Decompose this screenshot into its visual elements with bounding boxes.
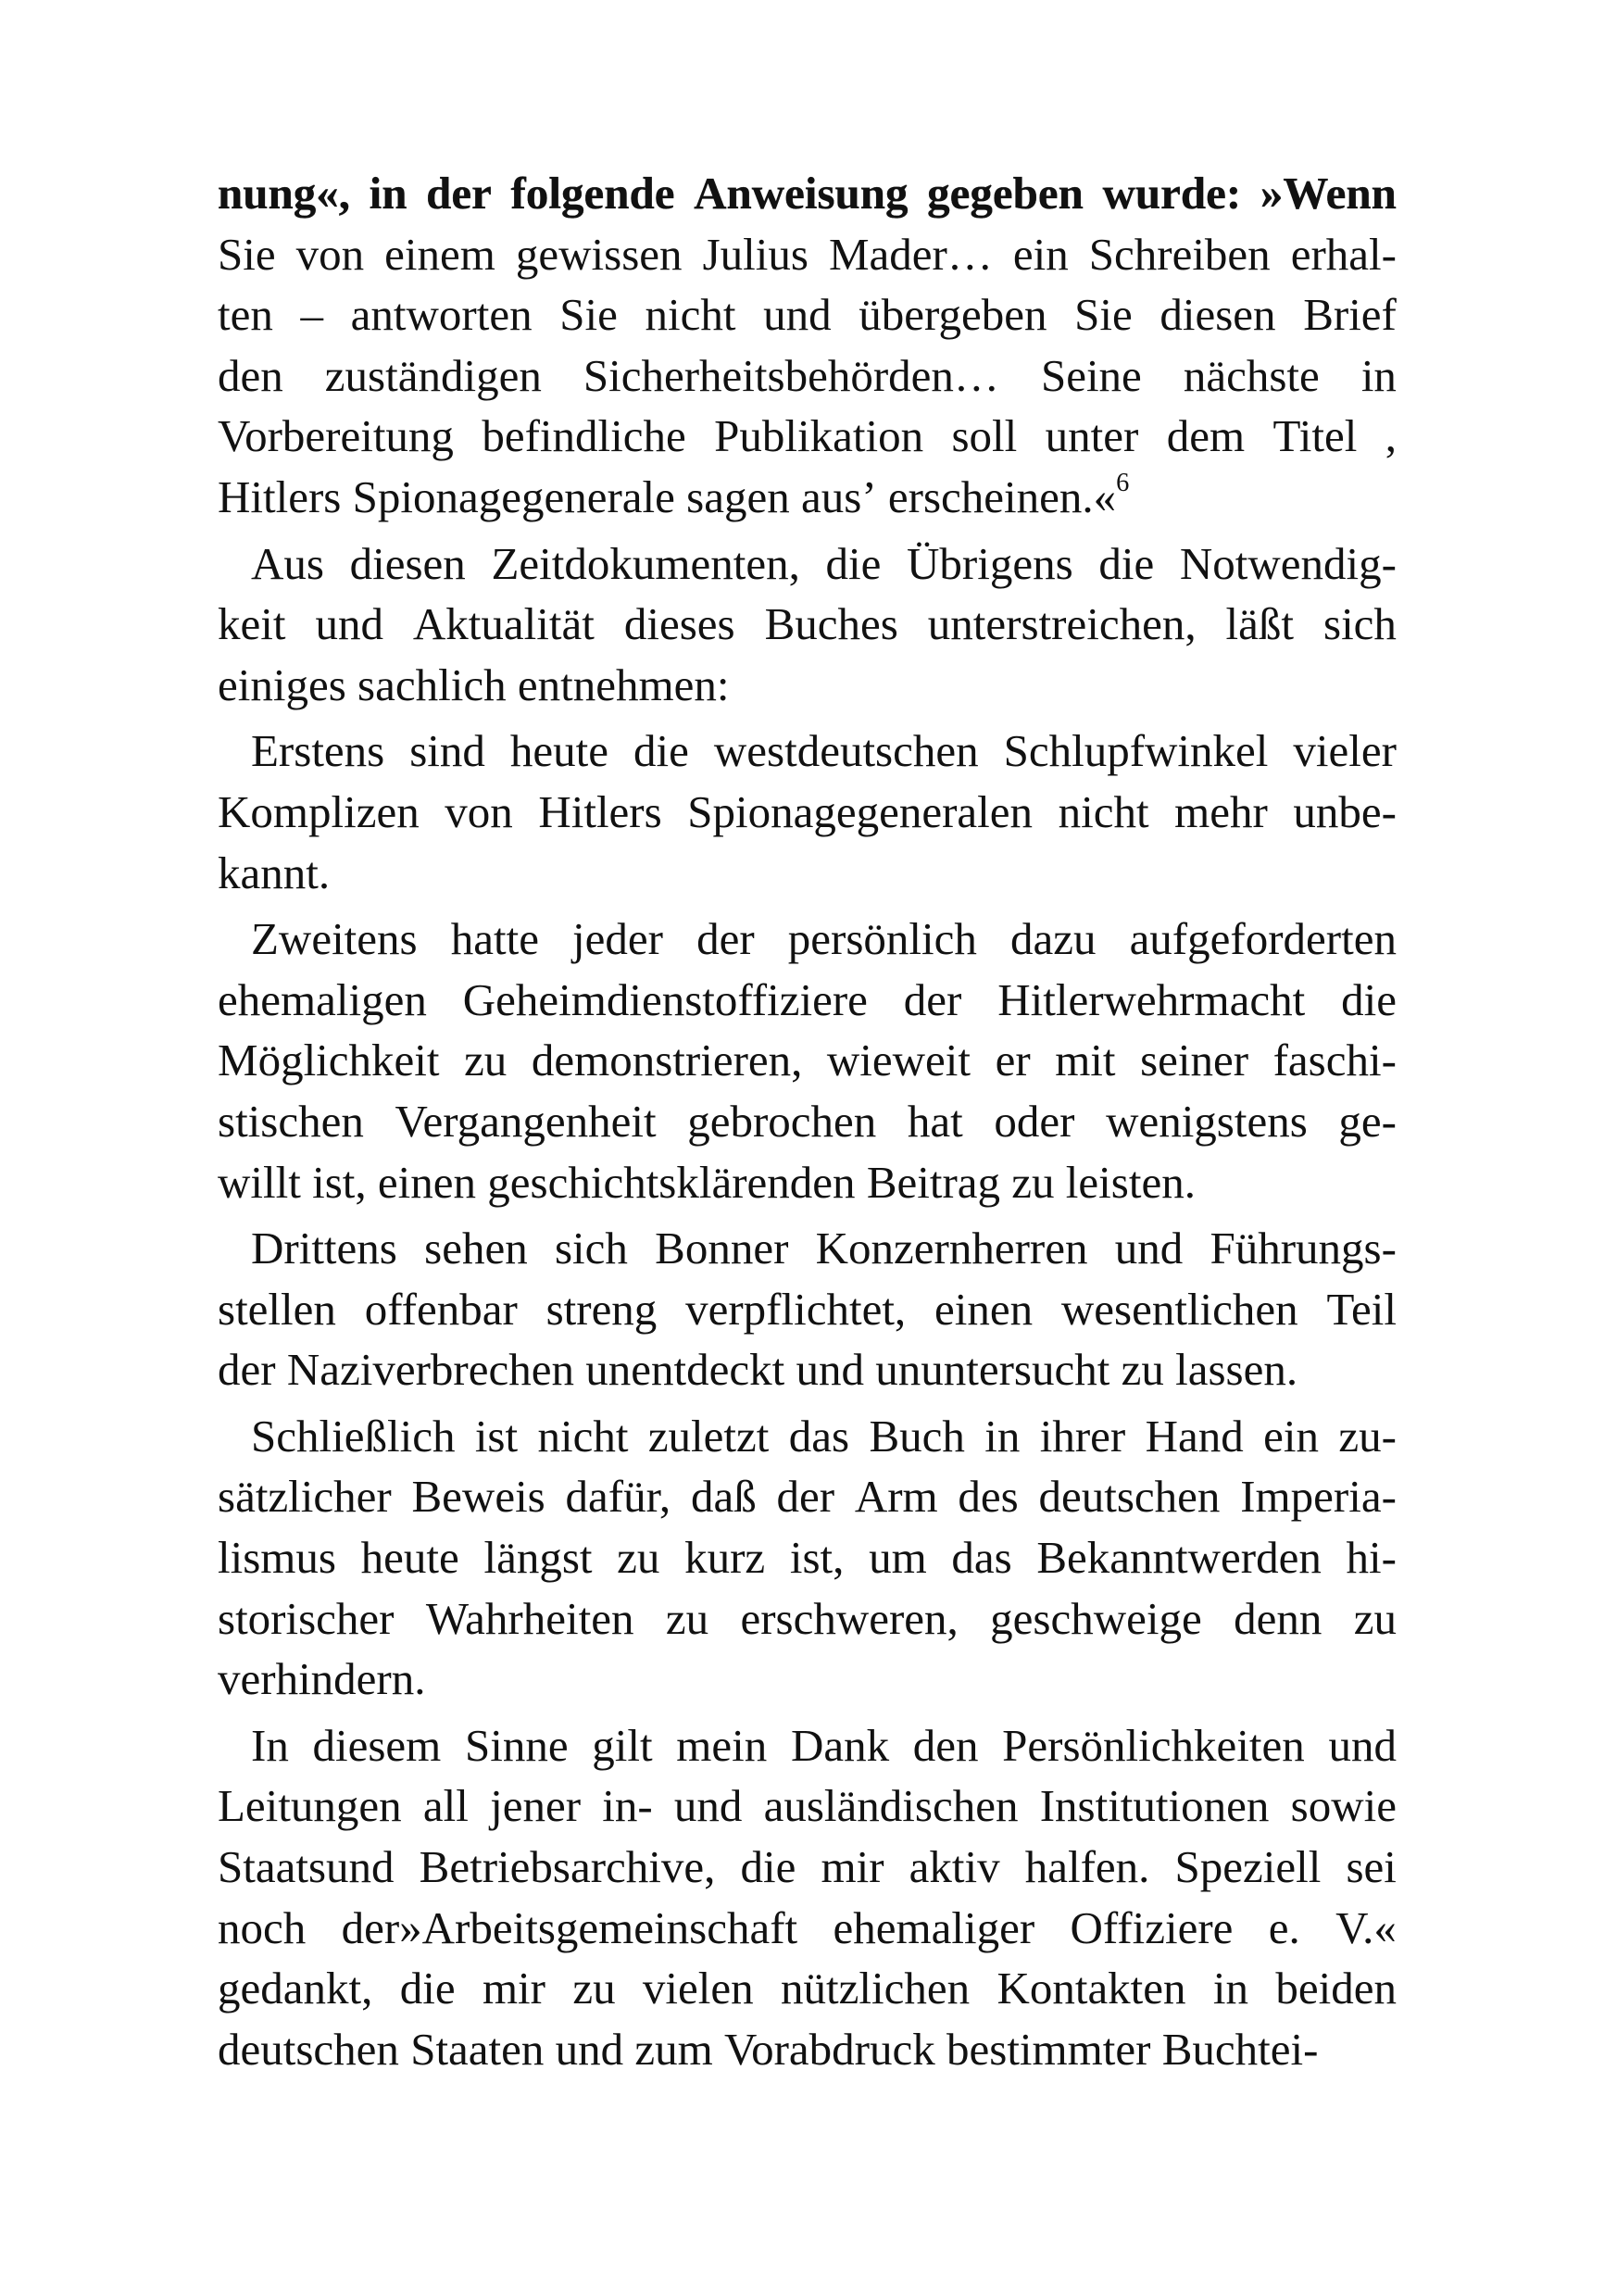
text-line — [218, 1218, 1397, 1279]
word: aus’ — [801, 470, 877, 522]
word: gegeben — [927, 168, 1084, 219]
word: daß — [690, 1471, 757, 1523]
word: und — [763, 289, 832, 341]
text-line — [218, 1898, 1397, 1959]
word: willt — [218, 1156, 301, 1208]
word: die — [633, 725, 689, 777]
text-line — [218, 1406, 1397, 1467]
word: ist — [474, 1410, 519, 1462]
word: Anweisung — [694, 168, 909, 219]
word: Offiziere — [1070, 1901, 1234, 1953]
word: »Wenn — [1260, 168, 1397, 219]
word: Schreiben — [1088, 228, 1271, 280]
text-line — [218, 1649, 1397, 1710]
word: die — [399, 1963, 456, 2014]
word: nicht — [537, 1410, 629, 1462]
text-line — [218, 782, 1397, 843]
text-line — [218, 284, 1397, 345]
word: stellen — [218, 1283, 336, 1335]
word: dieses — [623, 598, 735, 650]
text-line — [218, 1958, 1397, 2019]
word: leisten. — [1065, 1156, 1196, 1208]
word: der — [903, 973, 962, 1025]
word: befindliche — [482, 410, 686, 462]
word: von — [445, 785, 513, 837]
text-line — [218, 721, 1397, 782]
word: den — [218, 349, 283, 401]
word: ausländischen — [763, 1780, 1019, 1832]
word: stischen — [218, 1095, 364, 1147]
word: Komplizen — [218, 785, 420, 837]
word: kurz — [684, 1532, 766, 1584]
word: gebrochen — [687, 1095, 877, 1147]
word: nächste — [1183, 349, 1320, 401]
word: Bonner — [655, 1223, 789, 1274]
text-line — [218, 1715, 1397, 1776]
word: ge- — [1338, 1095, 1397, 1147]
word: Buches — [764, 598, 898, 650]
word: unentdeckt — [585, 1344, 785, 1396]
word: Geheimdienstoffiziere — [462, 973, 868, 1025]
word: westdeutschen — [713, 725, 979, 777]
word: Schlupfwinkel — [1003, 725, 1269, 777]
word: zu- — [1338, 1410, 1397, 1462]
word: der — [776, 1471, 835, 1523]
word: Zeitdokumenten, — [491, 537, 800, 589]
text-line — [218, 467, 1397, 528]
word: Julius — [702, 228, 808, 280]
word: Brief — [1303, 289, 1397, 341]
word: ihrer — [1039, 1410, 1126, 1462]
word: Hitlers — [538, 785, 662, 837]
word: einem — [384, 228, 495, 280]
word: ist, — [312, 1156, 367, 1208]
word: das — [951, 1532, 1012, 1584]
word: diesem — [312, 1719, 442, 1771]
word: nicht — [645, 289, 736, 341]
word: in — [369, 168, 407, 219]
word: Aktualität — [412, 598, 595, 650]
word: das — [788, 1410, 850, 1462]
word: die — [1341, 973, 1397, 1025]
text-line — [218, 909, 1397, 970]
word: ist, — [789, 1532, 845, 1584]
word: diesen — [1159, 289, 1276, 341]
word: verhindern. — [218, 1653, 426, 1705]
word: Dank — [790, 1719, 890, 1771]
word: Sie — [218, 228, 276, 280]
word: Leitungen — [218, 1780, 402, 1832]
word: Bekanntwerden — [1036, 1532, 1322, 1584]
text-line — [218, 1279, 1397, 1340]
word: – — [300, 289, 324, 341]
word: bestimmter — [946, 2023, 1151, 2075]
word: sei — [1346, 1841, 1397, 1893]
word: hi- — [1346, 1532, 1397, 1584]
text-line — [218, 1339, 1397, 1400]
text-line — [218, 345, 1397, 407]
word: wurde: — [1102, 168, 1242, 219]
text-line — [218, 1091, 1397, 1152]
word: erhal- — [1290, 228, 1397, 280]
word: wieweit — [826, 1035, 971, 1086]
word: zu — [617, 1532, 660, 1584]
word: In — [251, 1719, 289, 1771]
word: Teil — [1326, 1283, 1397, 1335]
word: denn — [1234, 1592, 1322, 1644]
word: unbe- — [1293, 785, 1397, 837]
word: kannt. — [218, 847, 331, 898]
word: seiner — [1140, 1035, 1249, 1086]
text-line — [218, 2019, 1397, 2080]
word: des — [958, 1471, 1019, 1523]
word: und — [1328, 1719, 1397, 1771]
word: Sie — [1074, 289, 1133, 341]
word: und — [555, 2023, 624, 2075]
word: deutschen — [1038, 1471, 1221, 1523]
word: zu — [1121, 1344, 1164, 1396]
word: Hitlers — [218, 470, 342, 522]
word: in- — [602, 1780, 653, 1832]
word: sich — [554, 1223, 628, 1274]
text-line — [218, 655, 1397, 716]
word: Wahrheiten — [425, 1592, 634, 1644]
text-line — [218, 533, 1397, 595]
text-line — [218, 1466, 1397, 1527]
word: nung«, — [218, 168, 351, 219]
word: die — [1098, 537, 1155, 589]
word: Führungs- — [1210, 1223, 1397, 1274]
word: mehr — [1174, 785, 1268, 837]
text-line — [218, 1030, 1397, 1091]
word: Hand — [1145, 1410, 1244, 1462]
word: der — [218, 1344, 276, 1396]
word: Staatsund — [218, 1841, 395, 1893]
word: um — [869, 1532, 927, 1584]
word: folgende — [510, 168, 675, 219]
word: halfen. — [1024, 1841, 1150, 1893]
footnote-marker: 6 — [1116, 468, 1130, 497]
word: die — [825, 537, 882, 589]
word: ehemaliger — [833, 1901, 1035, 1953]
word: soll — [951, 410, 1018, 462]
word: beiden — [1275, 1963, 1397, 2014]
word: Naziverbrechen — [286, 1344, 574, 1396]
word: zu — [464, 1035, 508, 1086]
word: sind — [409, 725, 485, 777]
word: wenigstens — [1106, 1095, 1308, 1147]
word: Betriebsarchive, — [419, 1841, 716, 1893]
word: sowie — [1290, 1780, 1397, 1832]
word: keit — [218, 598, 286, 650]
text-line — [218, 594, 1397, 655]
word: ein — [1012, 228, 1069, 280]
word: mir — [482, 1963, 545, 2014]
text-line — [218, 1588, 1397, 1650]
word: Übrigens — [907, 537, 1073, 589]
word: sätzlicher — [218, 1471, 392, 1523]
word: erscheinen.«$^6$ — [887, 468, 1130, 522]
word: gewissen — [515, 228, 683, 280]
word: aktiv — [909, 1841, 1000, 1893]
paragraph-container — [218, 224, 1397, 2080]
word: Persönlichkeiten — [1002, 1719, 1305, 1771]
word: jeder — [572, 913, 663, 965]
word: zuständigen — [324, 349, 542, 401]
word: sachlich — [357, 659, 507, 710]
word: Beweis — [411, 1471, 545, 1523]
word: unterstreichen, — [927, 598, 1197, 650]
word: Schließlich — [251, 1410, 456, 1462]
word: einen — [377, 1156, 477, 1208]
word: die — [740, 1841, 796, 1893]
word: einen — [934, 1283, 1034, 1335]
word: Erstens — [251, 725, 385, 777]
word: läßt — [1225, 598, 1295, 650]
word: Hitlerwehrmacht — [997, 973, 1306, 1025]
text-line — [218, 843, 1397, 904]
text-line — [218, 406, 1397, 467]
word: mir — [821, 1841, 884, 1893]
word: und — [796, 1344, 864, 1396]
word: sagen — [686, 470, 790, 522]
word: streng — [545, 1283, 658, 1335]
word: Publikation — [714, 410, 924, 462]
word: der — [426, 168, 492, 219]
word: , — [1385, 410, 1397, 462]
text-line — [218, 970, 1397, 1031]
word: gedankt, — [218, 1963, 373, 2014]
word: dazu — [1009, 913, 1097, 965]
word: Mader… — [828, 228, 993, 280]
word: Beitrag — [866, 1156, 1001, 1208]
word: demonstrieren, — [531, 1035, 803, 1086]
word: zuletzt — [647, 1410, 770, 1462]
word: in — [1360, 349, 1397, 401]
word: der — [696, 913, 755, 965]
word: sehen — [424, 1223, 528, 1274]
word: Zweitens — [251, 913, 418, 965]
word: in — [1212, 1963, 1249, 2014]
word: von — [295, 228, 365, 280]
word: unter — [1045, 410, 1139, 462]
word: Buch — [869, 1410, 965, 1462]
word: Titel — [1272, 410, 1358, 462]
text-line — [218, 1527, 1397, 1588]
word: mein — [676, 1719, 768, 1771]
word: Sie — [559, 289, 618, 341]
word: verpflichtet, — [685, 1283, 907, 1335]
word: und — [1114, 1223, 1184, 1274]
word: hat — [907, 1095, 963, 1147]
word: deutschen — [218, 2023, 399, 2075]
text-line — [218, 224, 1397, 285]
word: und — [315, 598, 383, 650]
word: heute — [360, 1532, 459, 1584]
word: gilt — [592, 1719, 653, 1771]
word: vieler — [1293, 725, 1397, 777]
word: Buchtei- — [1161, 2023, 1319, 2075]
word: Spionagegenerale — [352, 470, 675, 522]
word: Imperia- — [1240, 1471, 1397, 1523]
word: oder — [994, 1095, 1075, 1147]
word: nicht — [1058, 785, 1149, 837]
word: aufgeforderten — [1129, 913, 1397, 965]
text-line — [218, 1775, 1397, 1837]
word: Seine — [1040, 349, 1142, 401]
word: ten — [218, 289, 273, 341]
word: dafür, — [565, 1471, 671, 1523]
word: wesentlichen — [1060, 1283, 1298, 1335]
word: all — [422, 1780, 469, 1832]
word: zum — [634, 2023, 713, 2075]
word: Möglichkeit — [218, 1035, 440, 1086]
word: offenbar — [364, 1283, 518, 1335]
word: persönlich — [787, 913, 977, 965]
word: Vergangenheit — [395, 1095, 657, 1147]
word: erschweren, — [740, 1592, 959, 1644]
word: der»Arbeitsgemeinschaft — [341, 1901, 798, 1953]
word: heute — [509, 725, 609, 777]
word: Spionagegeneralen — [687, 785, 1034, 837]
word: Konzernherren — [815, 1223, 1088, 1274]
word: Sicherheitsbehörden… — [583, 349, 999, 401]
word: storischer — [218, 1592, 395, 1644]
word: ehemaligen — [218, 973, 427, 1025]
word: geschweige — [990, 1592, 1202, 1644]
word: er — [995, 1035, 1031, 1086]
word: hatte — [450, 913, 539, 965]
word: Aus — [251, 537, 324, 589]
word: lassen. — [1175, 1344, 1298, 1396]
word: e. — [1268, 1901, 1300, 1953]
word: zu — [1011, 1156, 1055, 1208]
word: Staaten — [410, 2023, 545, 2075]
word: Vorabdruck — [724, 2023, 935, 2075]
word: antworten — [350, 289, 533, 341]
word: geschichtsklärenden — [487, 1156, 856, 1208]
word: zu — [1353, 1592, 1397, 1644]
word: noch — [218, 1901, 307, 1953]
word: V.« — [1335, 1901, 1397, 1953]
word: Institutionen — [1039, 1780, 1270, 1832]
text-line — [218, 163, 1397, 224]
word: Kontakten — [997, 1963, 1186, 2014]
word: und — [673, 1780, 743, 1832]
text-line — [218, 1152, 1397, 1213]
word: mit — [1055, 1035, 1116, 1086]
word: dem — [1166, 410, 1246, 462]
word: zu — [665, 1592, 709, 1644]
text-line — [218, 1837, 1397, 1898]
word: Drittens — [251, 1223, 397, 1274]
word: ununtersucht — [875, 1344, 1110, 1396]
word: längst — [483, 1532, 593, 1584]
word: Vorbereitung — [218, 410, 454, 462]
word: nützlichen — [781, 1963, 971, 2014]
word: Sinne — [464, 1719, 569, 1771]
word: zu — [572, 1963, 616, 2014]
word: Arm — [854, 1471, 938, 1523]
word: Speziell — [1174, 1841, 1322, 1893]
word: faschi- — [1272, 1035, 1397, 1086]
word: diesen — [349, 537, 466, 589]
body-text — [218, 163, 1397, 2079]
word: sich — [1323, 598, 1397, 650]
word: vielen — [642, 1963, 754, 2014]
word: Notwendig- — [1179, 537, 1397, 589]
word: den — [912, 1719, 979, 1771]
word: einiges — [218, 659, 346, 710]
word: in — [984, 1410, 1021, 1462]
word: ein — [1263, 1410, 1319, 1462]
word: lismus — [218, 1532, 336, 1584]
word: jener — [490, 1780, 582, 1832]
word: entnehmen: — [517, 659, 730, 710]
word: übergeben — [859, 289, 1047, 341]
